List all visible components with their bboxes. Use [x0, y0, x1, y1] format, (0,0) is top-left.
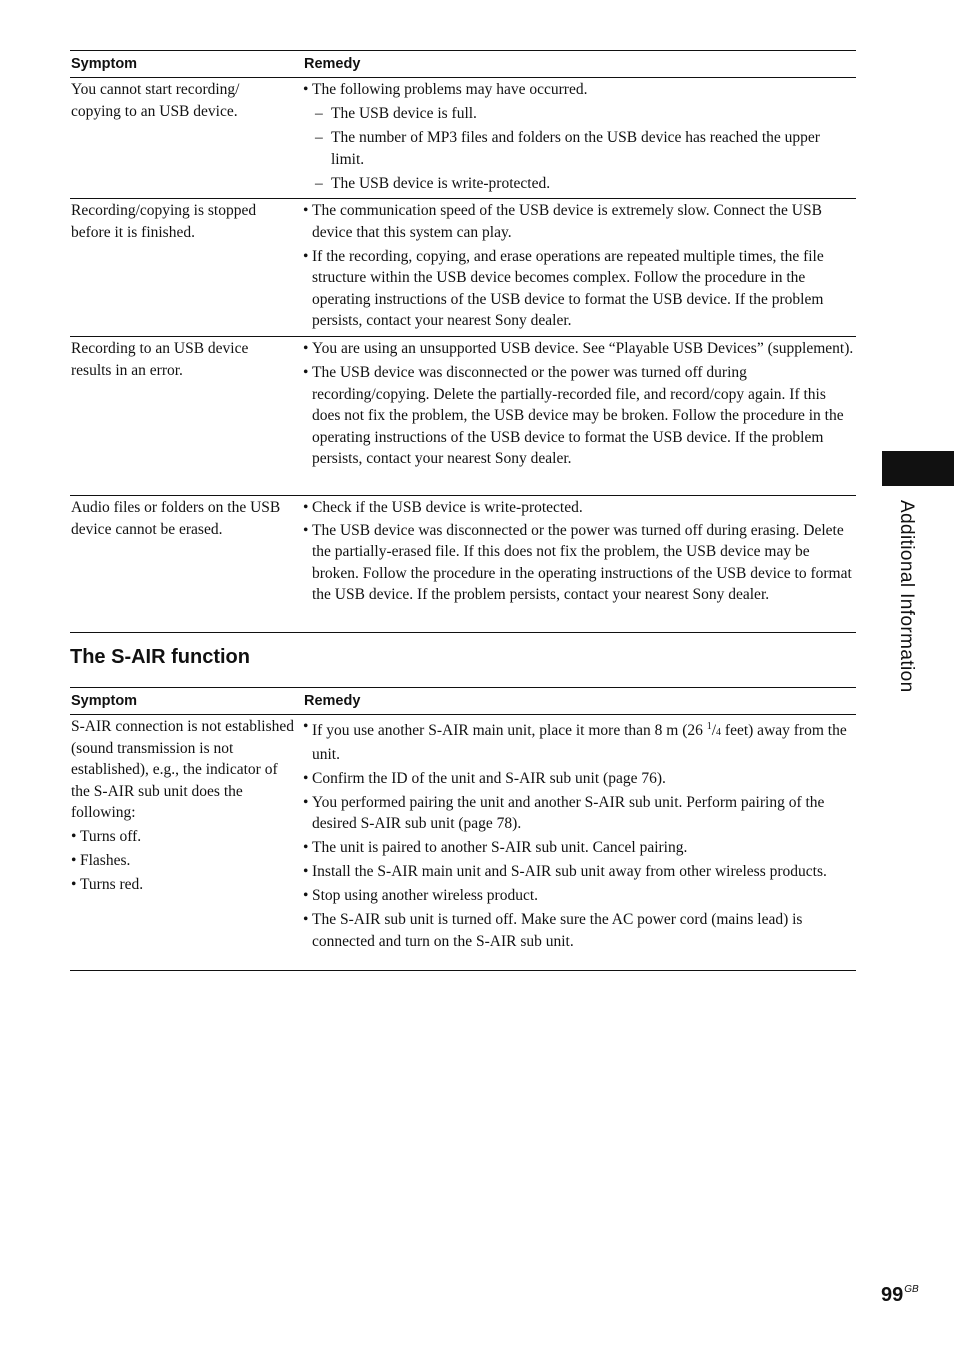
remedy-bullet: • The communication speed of the USB device is extremely slow. Connect the USB device that this system can play. [303, 202, 822, 241]
remedy-bullet: • Check if the USB device is write-protected. [303, 499, 583, 516]
symptom-bullet: • Turns red. [71, 876, 144, 894]
remedy-cell [303, 78, 856, 198]
remedy-bullet: • The USB device was disconnected or the power was turned off during recording/copying. Delete the partially-recorded file, and record/copy again. If this does not fix the problem, the USB device may be broken. Follow the procedure in the operating instructions of the USB device to format the USB device. If the problem persists, contact your nearest Sony dealer. [303, 363, 844, 468]
remedy-bullet: • Confirm the ID of the unit and S-AIR sub unit (page 76). [303, 769, 666, 787]
remedy-dash-item: – The USB device is full. [315, 104, 477, 122]
table-header [70, 50, 856, 78]
remedy-header: Remedy [304, 693, 361, 709]
s-air-troubleshooting-table [70, 687, 856, 971]
remedy-bullet: • The unit is paired to another S-AIR sub unit. Cancel pairing. [303, 839, 688, 857]
table-row [70, 496, 856, 633]
remedy-bullet: • The following problems may have occurred. [303, 81, 588, 98]
remedy-bullet: • The USB device was disconnected or the power was turned off during erasing. Delete the partially-erased file. If this does not fix the problem, the USB device may be broken. Follow the procedure in the operating instructions of the USB device to format the USB device. If the problem persists, contact your nearest Sony dealer. [303, 521, 852, 604]
page-suffix: GB [904, 1284, 919, 1295]
symptom-text: S-AIR connection is not established (sound transmission is not established), e.g., the indicator of the S-AIR sub unit does the following: [71, 718, 294, 822]
table-header [70, 687, 856, 715]
page-number: $99^{GB}$ [881, 1284, 919, 1306]
remedy-bullet: • If you use another S-AIR main unit, place it more than 8 m (26 $^1$/4 feet) away from the unit. [303, 718, 847, 763]
table-row [70, 337, 856, 496]
remedy-bullet: • Install the S-AIR main unit and S-AIR sub unit away from other wireless products. [303, 863, 827, 881]
remedy-bullet: • The S-AIR sub unit is turned off. Make sure the AC power cord (mains lead) is connected and turn on the S-AIR sub unit. [303, 911, 803, 950]
symptom-cell: Recording to an USB device results in an error. [71, 340, 249, 379]
remedy-bullet: • Stop using another wireless product. [303, 887, 539, 905]
symptom-cell: Audio files or folders on the USB device cannot be erased. [71, 499, 281, 538]
remedy-dash-item: – The number of MP3 files and folders on the USB device has reached the upper limit. [315, 128, 820, 168]
remedy-cell [303, 715, 856, 970]
table-row [70, 715, 856, 971]
remedy-header: Remedy [304, 56, 361, 72]
table-row [70, 78, 856, 199]
remedy-cell [303, 199, 856, 336]
section-title: The S-AIR function [70, 646, 250, 668]
remedy-cell [303, 496, 856, 632]
symptom-cell [70, 715, 303, 970]
table-row [70, 199, 856, 337]
symptom-header: Symptom [71, 56, 138, 72]
symptom-cell: Recording/copying is stopped before it is finished. [71, 202, 257, 241]
symptom-cell: You cannot start recording/ copying to an USB device. [71, 81, 240, 120]
remedy-bullet: • If the recording, copying, and erase operations are repeated multiple times, the file structure within the USB device becomes complex. Follow the procedure in the operating instructions of the USB device to format the USB device. If the problem persists, contact your nearest Sony dealer. [303, 247, 824, 330]
symptom-header: Symptom [71, 693, 138, 709]
remedy-bullet: • You are using an unsupported USB device. See “Playable USB Devices” (supplement). [303, 340, 854, 357]
section-tab-label: Additional Information [896, 500, 917, 693]
symptom-bullet: • Flashes. [71, 852, 131, 870]
section-tab-marker [882, 451, 954, 486]
remedy-cell [303, 337, 856, 495]
fraction: $^1$/4 [706, 721, 722, 739]
usb-troubleshooting-table [70, 50, 856, 633]
remedy-dash-item: – The USB device is write-protected. [315, 174, 551, 192]
symptom-bullet: • Turns off. [71, 828, 142, 846]
remedy-bullet: • You performed pairing the unit and another S-AIR sub unit. Perform pairing of the desired S-AIR sub unit (page 78). [303, 793, 825, 833]
